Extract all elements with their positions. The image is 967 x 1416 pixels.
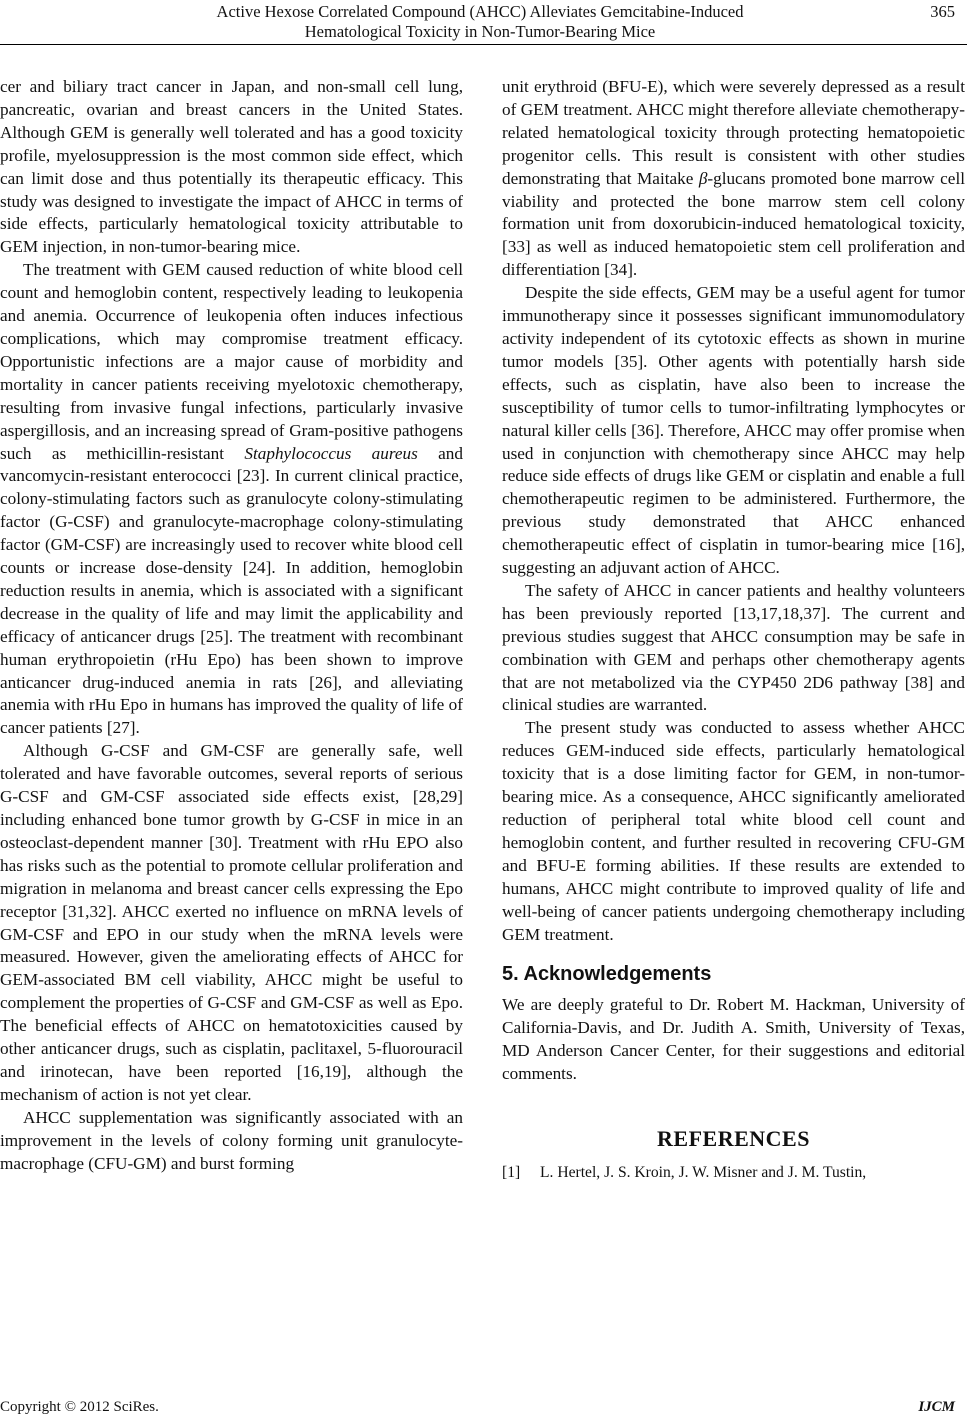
copyright-notice: Copyright © 2012 SciRes. — [0, 1399, 159, 1415]
running-title — [180, 2, 780, 42]
left-column — [0, 76, 463, 1176]
paragraph-text: -glucans promoted bone marrow cell viability and protected the bone marrow stem cell colony formation unit from doxorubicin-induced hematological toxicity, [33] as well as induced hematopoietic stem cell proliferation and differentiation [34]. — [502, 168, 965, 280]
right-column — [502, 76, 965, 1183]
journal-abbreviation: IJCM — [918, 1399, 955, 1415]
acknowledgements-text: We are deeply grateful to Dr. Robert M. Hackman, University of California-Davis, and Dr. Judith A. Smith, University of Texas, MD Anderson Cancer Center, for their suggestions and editorial comments. — [502, 995, 965, 1084]
running-title-line-1: Active Hexose Correlated Compound (AHCC) Alleviates Gemcitabine-Induced — [216, 2, 744, 21]
paragraph — [502, 76, 965, 282]
running-title-line-2: Hematological Toxicity in Non-Tumor-Bearing Mice — [304, 22, 656, 41]
header-divider — [0, 44, 967, 45]
reference-text: L. Hertel, J. S. Kroin, J. W. Misner and J. M. Tustin, — [540, 1163, 867, 1181]
beta-symbol: β — [698, 168, 708, 188]
paragraph: AHCC supplementation was significantly associated with an improvement in the levels of colony forming unit granulocyte-macrophage (CFU-GM) and burst forming — [0, 1107, 463, 1173]
paragraph-text: The treatment with GEM caused reduction of white blood cell count and hemoglobin content, respectively leading to leukopenia and anemia. Occurrence of leukopenia often induces infectious complications, which may compromise treatment efficacy. Opportunistic infections are a major cause of morbidity and mortality in cancer patients receiving myelotoxic chemotherapy, resulting from invasive fungal infections, particularly invasive aspergillosis, and an increasing spread of Gram-positive pathogens such as methicillin-resistant — [0, 260, 463, 463]
paragraph-text: and vancomycin-resistant enterococci [23]. In current clinical practice, colony-stimulating factors such as granulocyte colony-stimulating factor (G-CSF) and granulocyte-macrophage colony-stimulating factor (GM-CSF) are increasingly used to recover white blood cell counts or increase dose-density [24]. In addition, hemoglobin reduction results in anemia, which is associated with a significant decrease in the quality of life and may limit the applicability and efficacy of anticancer drugs [25]. The treatment with recombinant human erythropoietin (rHu Epo) has been shown to improve anticancer drug-induced anemia in rats [26], and alleviating anemia with rHu Epo in humans has improved the quality of life of cancer patients [27]. — [0, 443, 463, 738]
paragraph: cer and biliary tract cancer in Japan, and non-small cell lung, pancreatic, ovarian and breast cancers in the United States. Although GEM is generally well tolerated and has a good toxicity profile, myelosuppression is the most common side effect, which can limit dose and thus potentially its therapeutic efficacy. This study was designed to investigate the impact of AHCC in terms of side effects, particularly hematological toxicity attributable to GEM injection, in non-tumor-bearing mice. — [0, 77, 463, 257]
reference-number: [1] — [502, 1163, 521, 1181]
reference-item — [502, 1163, 965, 1183]
page-footer — [0, 1398, 967, 1416]
page-header — [0, 0, 967, 50]
page-number: 365 — [930, 2, 955, 21]
paragraph-text: unit erythroid (BFU-E), which were severely depressed as a result of GEM treatment. AHCC might therefore alleviate chemotherapy-related hematological toxicity through protecting hematopoietic progenitor cells. This result is consistent with other studies demonstrating that Maitake — [502, 77, 965, 188]
paragraph: Although G-CSF and GM-CSF are generally safe, well tolerated and have favorable outcomes, several reports of serious G-CSF and GM-CSF associated side effects exist, [28,29] including enhanced bone tumor growth by G-CSF in mice in an osteoclast-dependent manner [30]. Treatment with rHu EPO also has risks such as the potential to promote cellular proliferation and migration in melanoma and breast cancer cells expressing the Epo receptor [31,32]. AHCC exerted no influence on mRNA levels of GM-CSF and EPO in our study when the mRNA levels were measured. However, given the ameliorating effects of AHCC for GEM-associated BM cell viability, AHCC might be useful to complement the properties of G-CSF and GM-CSF as well as Epo. The beneficial effects of AHCC on hematotoxicities caused by other anticancer drugs, such as cisplatin, paclitaxel, 5-fluorouracil and irinotecan, have been reported [16,19], although the mechanism of action is not yet clear. — [0, 741, 463, 1104]
paragraph — [0, 259, 463, 740]
paragraph: The present study was conducted to assess whether AHCC reduces GEM-induced side effects, particularly hematological toxicity that is a dose limiting factor for GEM, in non-tumor-bearing mice. As a consequence, AHCC significantly ameliorated reduction of peripheral total white blood cell count and hemoglobin content, and further resulted in recovering CFU-GM and BFU-E forming abilities. If these results are extended to humans, AHCC might contribute to improved quality of life and well-being of cancer patients undergoing chemotherapy including GEM treatment. — [502, 718, 965, 944]
acknowledgements-heading: 5. Acknowledgements — [502, 963, 712, 986]
paragraph: The safety of AHCC in cancer patients and healthy volunteers has been previously reported [13,17,18,37]. The current and previous studies suggest that AHCC consumption may be safe in combination with GEM and perhaps other chemotherapy agents that are not metabolized via the CYP450 2D6 pathway [38] and clinical studies are warranted. — [502, 580, 965, 715]
paragraph: Despite the side effects, GEM may be a useful agent for tumor immunotherapy since it possesses significant immunomodulatory activity independent of its cytotoxic effects as shown in murine tumor models [35]. Other agents with potentially harsh side effects, such as cisplatin, have also been to increase the susceptibility of tumor cells to tumor-infiltrating lymphocytes or natural killer cells [36]. Therefore, AHCC may offer promise when used in conjunction with chemotherapy since AHCC may help reduce side effects of drugs like GEM or cisplatin and enable a full chemotherapeutic regimen to be administered. Furthermore, the previous study demonstrated that AHCC enhanced chemotherapeutic effect of cisplatin in tumor-bearing mice [16], suggesting an adjuvant action of AHCC. — [502, 283, 965, 578]
references-heading: REFERENCES — [657, 1126, 810, 1152]
species-name: Staphylococcus aureus — [244, 443, 418, 463]
